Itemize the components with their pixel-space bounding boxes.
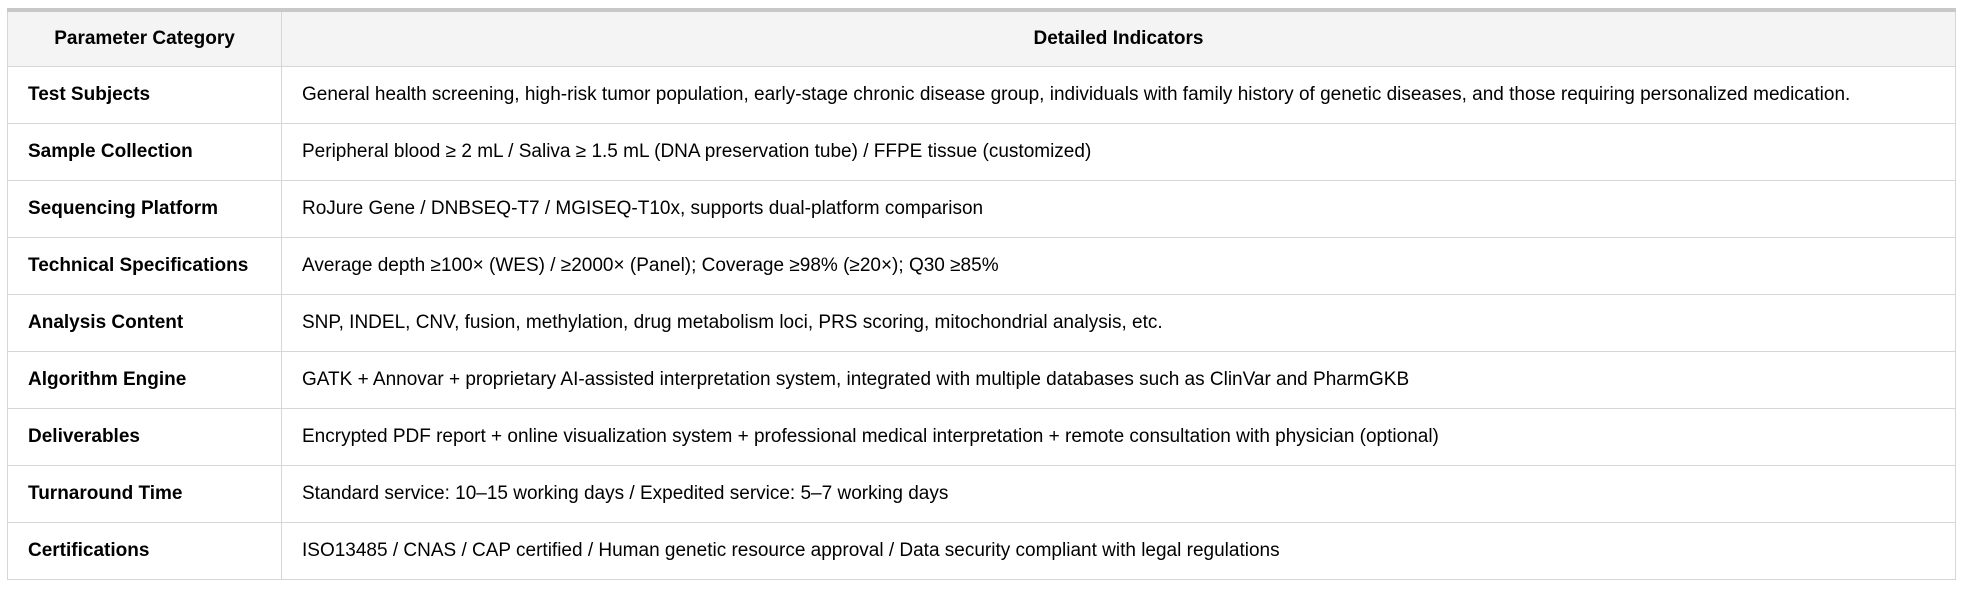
table-row	[8, 66, 1956, 123]
header-detailed-indicators: Detailed Indicators	[282, 10, 1956, 66]
table-header-row	[8, 10, 1956, 66]
row-indicators: ISO13485 / CNAS / CAP certified / Human genetic resource approval / Data security compliant with legal regulations	[282, 522, 1956, 579]
row-indicators: RoJure Gene / DNBSEQ-T7 / MGISEQ-T10x, supports dual-platform comparison	[282, 180, 1956, 237]
row-indicators: General health screening, high-risk tumor population, early-stage chronic disease group, individuals with family history of genetic diseases, and those requiring personalized medication.	[282, 66, 1956, 123]
row-category: Sequencing Platform	[8, 180, 282, 237]
row-category: Analysis Content	[8, 294, 282, 351]
row-indicators: Encrypted PDF report + online visualization system + professional medical interpretation + remote consultation with physician (optional)	[282, 408, 1956, 465]
header-parameter-category: Parameter Category	[8, 10, 282, 66]
table-row	[8, 465, 1956, 522]
row-indicators: Peripheral blood ≥ 2 mL / Saliva ≥ 1.5 mL (DNA preservation tube) / FFPE tissue (customized)	[282, 123, 1956, 180]
table-row	[8, 351, 1956, 408]
row-indicators: Standard service: 10–15 working days / Expedited service: 5–7 working days	[282, 465, 1956, 522]
row-indicators: Average depth ≥100× (WES) / ≥2000× (Panel); Coverage ≥98% (≥20×); Q30 ≥85%	[282, 237, 1956, 294]
row-category: Sample Collection	[8, 123, 282, 180]
row-category: Algorithm Engine	[8, 351, 282, 408]
row-category: Technical Specifications	[8, 237, 282, 294]
row-indicators: SNP, INDEL, CNV, fusion, methylation, drug metabolism loci, PRS scoring, mitochondrial analysis, etc.	[282, 294, 1956, 351]
spec-table	[7, 8, 1956, 580]
table-row	[8, 237, 1956, 294]
row-category: Certifications	[8, 522, 282, 579]
row-indicators: GATK + Annovar + proprietary AI-assisted interpretation system, integrated with multiple databases such as ClinVar and PharmGKB	[282, 351, 1956, 408]
table-row	[8, 180, 1956, 237]
table-row	[8, 408, 1956, 465]
table-row	[8, 522, 1956, 579]
row-category: Turnaround Time	[8, 465, 282, 522]
row-category: Deliverables	[8, 408, 282, 465]
row-category: Test Subjects	[8, 66, 282, 123]
table-row	[8, 294, 1956, 351]
spec-table-container	[7, 8, 1955, 580]
table-row	[8, 123, 1956, 180]
